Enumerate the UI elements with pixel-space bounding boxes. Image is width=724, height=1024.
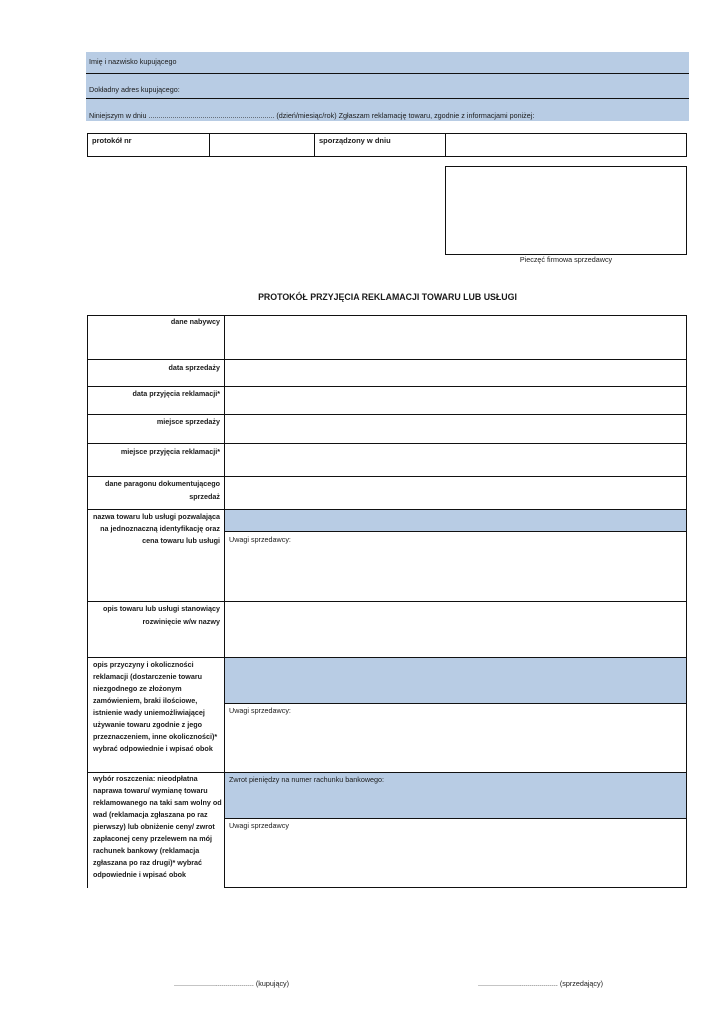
buyer-address-field[interactable]: [86, 74, 689, 98]
product-label: [88, 511, 224, 547]
cause-label-line: reklamacji (dostarczenie towaru: [93, 672, 203, 681]
buyer-signature[interactable]: ........................................ (kupujący): [174, 979, 290, 988]
declaration-band: [86, 99, 689, 121]
cause-label-line: niezgodnego ze złożonym: [93, 684, 182, 693]
sale-date-input[interactable]: [225, 360, 686, 386]
description-input[interactable]: [225, 602, 686, 657]
product-label-line: na jednoznaczną identyfikację oraz: [100, 524, 220, 533]
seller-notes-label: Uwagi sprzedawcy:: [229, 706, 291, 715]
buyer-name-label: Imię i nazwisko kupującego: [89, 57, 177, 66]
cause-label-line: zamówieniem, braki ilościowe,: [93, 696, 198, 705]
seller-notes-label: Uwagi sprzedawcy: [229, 821, 289, 830]
protocol-number-input[interactable]: [210, 134, 314, 156]
claim-label-line: rachunek bankowy (reklamacja: [93, 846, 200, 855]
cause-label-line: używanie towaru zgodnie z jego: [93, 720, 203, 729]
cause-input[interactable]: [225, 658, 686, 703]
divider: [224, 531, 687, 532]
complaint-date-input[interactable]: [225, 387, 686, 414]
description-label: [88, 603, 224, 628]
cause-label-line: przeznaczeniem, inne okoliczności)*: [93, 732, 218, 741]
claim-label-line: wad (reklamacja zgłaszana po raz: [93, 810, 208, 819]
protocol-date-input[interactable]: [446, 134, 686, 156]
refund-label: [225, 773, 686, 787]
seller-notes-cause[interactable]: [225, 704, 686, 771]
divider: [224, 887, 687, 888]
seller-notes-product[interactable]: [225, 533, 686, 600]
product-label-line: nazwa towaru lub usługi pozwalająca: [92, 512, 220, 521]
cause-label-line: opis przyczyny i okoliczności: [93, 660, 194, 669]
refund-label-text: Zwrot pieniędzy na numer rachunku bankowego:: [229, 775, 385, 784]
buyer-data-input[interactable]: [225, 316, 686, 359]
seller-notes-label: Uwagi sprzedawcy:: [229, 535, 291, 544]
sale-date-label: data sprzedaży: [168, 363, 220, 372]
claim-label-line: reklamowanego na taki sam wolny od: [93, 798, 222, 807]
claim-label-line: wybór roszczenia: nieodpłatna: [93, 774, 198, 783]
claim-label-line: naprawa towaru/ wymianę towaru: [93, 786, 208, 795]
receipt-label: [88, 478, 224, 503]
sale-place-label: miejsce sprzedaży: [156, 417, 220, 426]
complaint-place-label: miejsce przyjęcia reklamacji*: [120, 447, 220, 456]
sale-place-input[interactable]: [225, 415, 686, 443]
buyer-address-label: Dokładny adres kupującego:: [89, 85, 180, 94]
description-label-line: rozwinięcie w/w nazwy: [142, 617, 220, 626]
claim-label-line: zapłaconej ceny przelewem na mój: [93, 834, 213, 843]
receipt-label-line: sprzedaż: [189, 492, 220, 501]
receipt-input[interactable]: [225, 477, 686, 509]
declaration-text: Niniejszym w dniu ............................................................... (dzień/miesiąc/rok) Zgłaszam reklamację towaru, zgodnie z informacjami poniżej:: [89, 111, 535, 120]
claim-label-line: pierwszy) lub obniżenie ceny/ zwrot: [93, 822, 215, 831]
product-input[interactable]: [225, 510, 686, 531]
protocol-number-label: protokół nr: [92, 136, 132, 145]
seller-signature[interactable]: ........................................ (sprzedający): [478, 979, 604, 988]
complaint-date-label: data przyjęcia reklamacji*: [132, 389, 220, 398]
buyer-data-label: dane nabywcy: [170, 317, 220, 326]
complaint-place-input[interactable]: [225, 444, 686, 476]
cause-label: [88, 659, 224, 755]
divider: [314, 133, 315, 157]
buyer-name-field[interactable]: [86, 52, 689, 73]
stamp-caption: Pieczęć firmowa sprzedawcy: [519, 255, 613, 264]
receipt-label-line: dane paragonu dokumentującego: [104, 479, 220, 488]
seller-notes-claim[interactable]: [225, 819, 686, 886]
page-title: PROTOKÓŁ PRZYJĘCIA REKLAMACJI TOWARU LUB USŁUGI: [258, 292, 517, 302]
claim-label-line: zgłaszana po raz drugi)* wybrać: [93, 858, 203, 867]
claim-label: [88, 773, 224, 881]
cause-label-line: istnienie wady uniemożliwiającej: [93, 708, 205, 717]
seller-stamp-box[interactable]: [445, 166, 687, 255]
claim-label-line: odpowiednie i wpisać obok: [93, 870, 187, 879]
protocol-date-label: sporządzony w dniu: [319, 136, 391, 145]
product-label-line: cena towaru lub usługi: [142, 536, 220, 545]
description-label-line: opis towaru lub usługi stanowiący: [102, 604, 220, 613]
cause-label-line: wybrać odpowiednie i wpisać obok: [93, 744, 213, 753]
